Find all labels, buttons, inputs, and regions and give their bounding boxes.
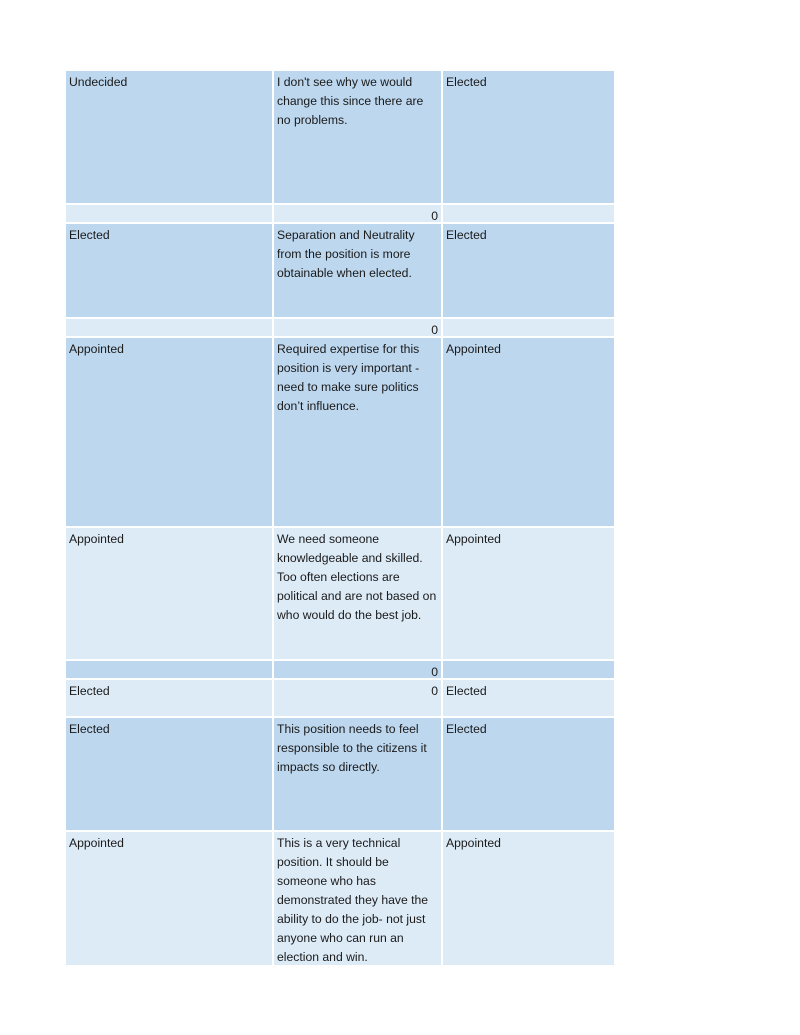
- table-cell: Appointed: [446, 532, 501, 546]
- table-cell: Elected: [69, 684, 110, 698]
- table-row: [66, 718, 614, 832]
- table-row: [66, 71, 614, 205]
- table-row: [66, 661, 614, 680]
- table-cell: [443, 205, 614, 222]
- table-cell: Appointed: [446, 342, 501, 356]
- table-cell: Undecided: [69, 75, 128, 89]
- table-cell: Separation and Neutrality from the position is more obtainable when elected.: [272, 224, 443, 317]
- table-cell: This position needs to feel responsible to the citizens it impacts so directly.: [272, 718, 443, 830]
- table-cell: 0: [272, 319, 443, 336]
- table-cell: Elected: [69, 228, 110, 242]
- table-cell: 0: [272, 205, 443, 222]
- table-cell: 0: [272, 680, 443, 716]
- table-cell: [443, 319, 614, 336]
- table-cell: Appointed: [69, 836, 124, 850]
- response-table: [66, 71, 614, 965]
- table-cell: Elected: [446, 228, 487, 242]
- table-cell: [66, 661, 272, 678]
- table-cell: Elected: [446, 75, 487, 89]
- table-cell: 0: [272, 661, 443, 678]
- table-cell: Elected: [69, 722, 110, 736]
- table-row: [66, 319, 614, 338]
- table-cell: Elected: [446, 722, 487, 736]
- table-cell: Elected: [446, 684, 487, 698]
- table-row: [66, 338, 614, 528]
- table-cell: Required expertise for this position is very important - need to make sure politics don’t influence.: [272, 338, 443, 526]
- table-row: [66, 224, 614, 319]
- table-row: [66, 680, 614, 718]
- table-cell: [443, 661, 614, 678]
- table-cell: [66, 319, 272, 336]
- table-row: [66, 205, 614, 224]
- table-cell: We need someone knowledgeable and skilled. Too often elections are political and are not based on who would do the best job.: [272, 528, 443, 659]
- table-cell: I don't see why we would change this since there are no problems.: [272, 71, 443, 203]
- table-cell: Appointed: [69, 532, 124, 546]
- table-row: [66, 832, 614, 965]
- table-cell: [66, 205, 272, 222]
- table-row: [66, 528, 614, 661]
- table-cell: Appointed: [69, 342, 124, 356]
- table-cell: Appointed: [446, 836, 501, 850]
- table-cell: This is a very technical position. It should be someone who has demonstrated they have the ability to do the job- not just anyone who can run an election and win.: [272, 832, 443, 965]
